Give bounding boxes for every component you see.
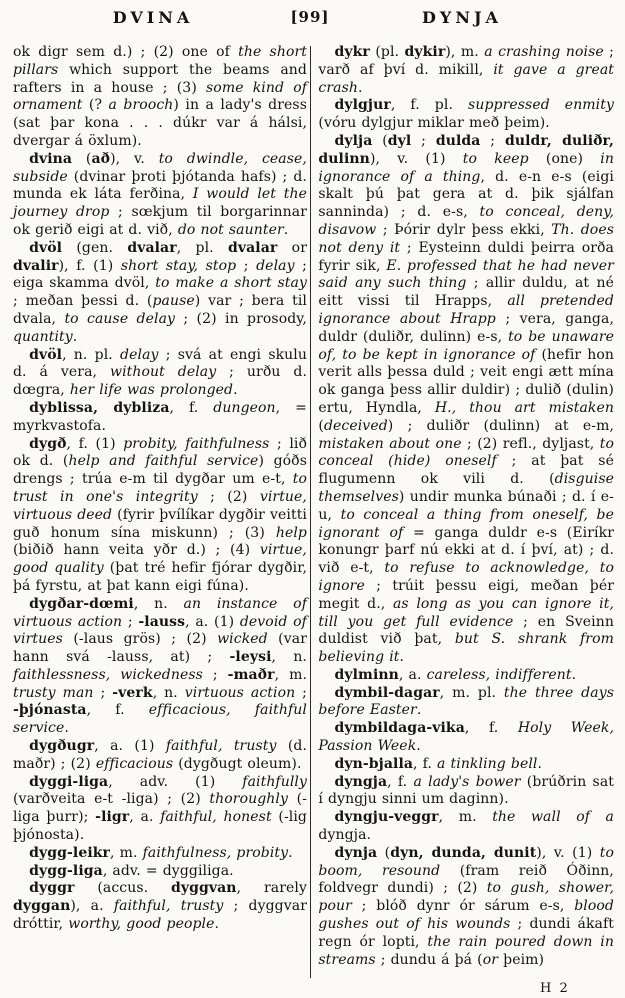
gloss-italic-text: virtuous action	[184, 684, 296, 701]
entry-roman-text: ; varð af því d. mikill,	[318, 44, 614, 78]
entry-roman-text: , a.	[398, 666, 427, 683]
headword-text: -ligr	[95, 809, 130, 826]
headword-text: duldr, duliðr, dulinn	[318, 132, 614, 167]
entry-roman-text: , m.	[438, 809, 493, 826]
entry-roman-text: (?	[82, 97, 109, 114]
entry-roman-text: (dvinar þroti þjótanda hafs) ; d. munda ek láta ferðina,	[13, 168, 307, 203]
entry-roman-text: (-lig þjónosta).	[13, 809, 307, 844]
entry-roman-text: ), a.	[70, 898, 114, 915]
entry-roman-text: ; meðan þessi d. (	[13, 293, 153, 310]
entry-roman-text: , n. pl.	[62, 346, 121, 363]
gloss-italic-text: to gush, shower, pour	[318, 880, 614, 915]
entry-roman-text: ) góðs drengs ; trúa e-m til dygðar um e-t,	[13, 453, 307, 488]
gloss-italic-text: the short pillars	[13, 44, 308, 78]
headword-text: dygðugr	[29, 738, 95, 755]
headword-text: dyn, dunda, dunit	[390, 844, 537, 861]
gloss-italic-text: to be unaware of, to be kept in ignorance of	[318, 328, 614, 363]
gloss-italic-text: to refuse to acknowledge, to ignore	[318, 560, 614, 594]
gloss-italic-text: as long as you can ignore it, till you get full evidence	[318, 595, 614, 630]
headword-text: dvöl	[29, 239, 63, 256]
entry-roman-text: (-laus grös) ; (2)	[62, 631, 218, 648]
gloss-italic-text: to keep	[462, 150, 529, 167]
entry-roman-text: ;	[122, 613, 139, 630]
gloss-italic-text: devoid of virtues	[13, 613, 307, 648]
headword-text: dylminn	[334, 666, 399, 683]
entry-roman-text: ; trúit þessu eigi, meðan þér megit d.,	[318, 577, 614, 612]
entry-roman-text: (	[372, 132, 388, 149]
headword-text: dvalar	[228, 239, 278, 256]
gloss-italic-text: but S. shrank from believing it	[318, 631, 614, 666]
headword-text: dyggan	[13, 898, 71, 915]
headword-text: dyggvan	[171, 880, 237, 897]
entry-roman-text: , adv. (1)	[108, 773, 243, 790]
entry-roman-text: ) var ; bera til dvala,	[13, 293, 307, 327]
entry-roman-text: ; svá at engi skulu d. á vera,	[13, 346, 307, 381]
entry-roman-text: , f.	[169, 399, 214, 416]
entry-roman-text: .	[399, 649, 405, 666]
entry-roman-text: ; dundi ákaft regn ór lopti,	[318, 916, 614, 950]
entry-roman-text: , = myrkvastofa.	[13, 399, 307, 434]
dictionary-entry-dyggi-liga	[13, 774, 307, 845]
gloss-italic-text: some kind of ornament	[13, 79, 307, 114]
entry-roman-text: ok digr sem d.) ; (2) one of	[13, 44, 239, 60]
headword-text: dylja	[334, 132, 373, 149]
entry-roman-text: þeim)	[498, 951, 545, 968]
dictionary-entry-dynja	[318, 845, 614, 970]
gloss-italic-text: faithful, honest	[160, 809, 272, 826]
gloss-italic-text: to conceal, deny, disavow	[318, 204, 614, 238]
gloss-italic-text: do not saunter	[177, 221, 284, 238]
entry-roman-text: ; at þat sé flugumenn ok vili d. (	[318, 453, 614, 488]
entry-roman-text: = ganga duldr e-s (Eiríkr konungr þarf nú ekki at d. í því, at) ; d. við e-t,	[318, 524, 614, 577]
headword-text: dulda	[435, 132, 481, 149]
entry-roman-text: ; Þórir dylr þess ekki,	[376, 221, 552, 238]
entry-roman-text: .	[357, 79, 363, 96]
entry-roman-text: (varðveita e-t -liga) ; (2)	[13, 791, 210, 808]
gloss-italic-text: to make a short stay	[155, 275, 307, 292]
entry-roman-text: .	[537, 755, 543, 772]
gloss-italic-text: to trust in one's integrity	[13, 471, 307, 505]
dictionary-entry-dylminn	[318, 667, 614, 685]
dictionary-entry-dvol-f	[13, 240, 307, 347]
entry-roman-text: ;	[202, 666, 228, 683]
entry-roman-text: (one)	[528, 150, 601, 167]
entry-roman-text: ; eiga skamma dvöl,	[13, 257, 307, 292]
gloss-italic-text: probity, faithfulness	[123, 435, 270, 452]
headword-text: dvalar	[127, 239, 177, 256]
dictionary-entry-dvina	[13, 151, 307, 240]
dictionary-entry-dygd	[13, 436, 307, 596]
dictionary-entry-continuation	[13, 44, 307, 151]
entry-roman-text: or	[277, 239, 307, 256]
entry-roman-text: (var hann svá -lauss, at) ;	[13, 631, 307, 666]
gloss-italic-text: a tinkling bell	[437, 755, 538, 772]
entry-roman-text: (pl.	[369, 44, 405, 60]
entry-roman-text: ; dyggvar dróttir,	[13, 898, 307, 933]
headword-text: dykr	[334, 44, 370, 60]
entry-roman-text: ; urðu d. dœgra,	[13, 364, 307, 399]
gloss-italic-text: careless, indifferent	[426, 666, 572, 683]
left-column	[13, 44, 307, 998]
headword-text: dygð	[29, 435, 67, 452]
entry-roman-text: , f.	[464, 720, 518, 737]
gloss-italic-text: without delay	[109, 364, 217, 381]
gloss-italic-text: Th. does not deny it	[318, 221, 614, 256]
headword-text: dyl	[387, 132, 412, 149]
entry-roman-text: , a.	[129, 809, 161, 826]
headword-text: dynja	[334, 844, 378, 861]
entry-roman-text: , m. pl.	[439, 684, 504, 701]
gloss-italic-text: to cause delay	[64, 310, 176, 327]
gloss-italic-text: wicked	[217, 631, 268, 648]
entry-roman-text: (	[318, 417, 324, 434]
entry-roman-text: (	[377, 844, 391, 861]
running-head	[0, 8, 625, 34]
headword-text: -maðr	[227, 666, 275, 683]
entry-roman-text: ; (2)	[197, 488, 260, 505]
entry-roman-text: .	[416, 738, 421, 755]
entry-roman-text: ;	[93, 684, 113, 701]
gloss-italic-text: delay	[120, 346, 159, 363]
entry-roman-text: ;	[236, 257, 257, 274]
gloss-italic-text: Holy Week, Passion Week	[318, 720, 614, 755]
dictionary-entry-dygg-liga	[13, 863, 307, 881]
entry-roman-text: , n.	[152, 684, 185, 701]
entry-roman-text: .	[64, 720, 69, 737]
dictionary-entry-dygdugr	[13, 738, 307, 774]
entry-roman-text: , f.	[387, 773, 414, 790]
gloss-italic-text: to boom, resound	[318, 844, 614, 879]
headword-text: dymbildaga-vika	[334, 720, 465, 737]
headword-text: dygg-liga	[29, 862, 103, 879]
entry-roman-text: , rarely	[236, 880, 307, 897]
entry-roman-text: , m.	[110, 844, 143, 861]
gloss-italic-text: worthy, good people	[68, 916, 215, 933]
page-number: [99]	[290, 8, 330, 26]
gloss-italic-text: deceived	[323, 417, 388, 434]
running-head-left-word: DVINA	[112, 8, 194, 27]
entry-roman-text: , m.	[274, 666, 307, 683]
entry-roman-text: ), v. (1)	[536, 844, 600, 861]
entry-roman-text: (gen.	[62, 239, 128, 256]
gloss-italic-text: E. professed that he had never said any such thing	[318, 257, 614, 292]
gloss-italic-text: the wall of a	[492, 809, 614, 826]
entry-roman-text: which support the beams and rafters in a house ; (3)	[13, 61, 307, 96]
entry-roman-text: .	[571, 666, 577, 683]
gloss-italic-text: efficacious, faithful service	[13, 702, 307, 737]
gloss-italic-text: trusty man	[13, 684, 94, 701]
dictionary-entry-dyngja	[318, 774, 614, 810]
gloss-italic-text: delay	[256, 257, 295, 274]
entry-roman-text: (brúðrin sat í dyngju sinni um daginn).	[318, 773, 615, 808]
entry-roman-text: ; sœkjum til borgarinnar ok gerið eigi at d. við,	[13, 204, 307, 238]
gloss-italic-text: to conceal (hide) oneself	[318, 435, 614, 470]
entry-roman-text: , f.	[86, 702, 149, 719]
headword-text: -þjónasta	[13, 702, 87, 719]
gloss-italic-text: help	[275, 524, 307, 541]
entry-roman-text: .	[416, 702, 422, 719]
dictionary-entry-dyblissa	[13, 400, 307, 436]
gloss-italic-text: a brooch	[108, 97, 174, 114]
headword-text: dyggi-liga	[29, 773, 109, 790]
gloss-italic-text: efficacious	[95, 755, 174, 772]
gloss-italic-text: virtue, good quality	[13, 542, 307, 577]
entry-roman-text: (hefir hon verit alls þessa duld ; veit engi ætt mína ok ganga þess allir duldir) ; dulið (dulin) ertu, Hyndla,	[318, 346, 614, 416]
gloss-italic-text: faithfully	[242, 773, 307, 790]
gloss-italic-text: short stay, stop	[120, 257, 237, 274]
gloss-italic-text: help and faithful service	[68, 453, 259, 470]
entry-roman-text: ;	[411, 132, 436, 149]
dictionary-entry-dymbildaga-vika	[318, 720, 614, 756]
entry-roman-text: (biðið hann veita yðr d.) ; (4)	[13, 542, 260, 559]
entry-roman-text: , adv. = dyggiliga.	[102, 862, 234, 879]
entry-roman-text: (d. maðr) ; (2)	[13, 738, 307, 772]
gloss-italic-text: faithlessness, wickedness	[13, 666, 203, 683]
column-divider-rule	[310, 46, 311, 978]
entry-roman-text: dyngja.	[318, 827, 372, 844]
gloss-italic-text: H., thou art mistaken	[434, 399, 614, 416]
headword-text: -lauss	[138, 613, 186, 630]
headword-text: dyggr	[29, 880, 75, 897]
gloss-italic-text: faithful, trusty	[113, 898, 224, 915]
dictionary-entry-dyn-bjalla	[318, 756, 614, 774]
entry-roman-text: ; lið ok d. (	[13, 435, 307, 470]
headword-text: dvina	[29, 150, 73, 167]
headword-text: dylgjur	[334, 97, 391, 114]
entry-roman-text: ; blóð dynr ór sárum e-s,	[351, 898, 575, 915]
gloss-italic-text: faithfulness, probity	[142, 844, 289, 861]
headword-text: dyn-bjalla	[334, 755, 414, 772]
entry-roman-text: , f.	[413, 755, 438, 772]
entry-roman-text: (fyrir þvílíkar dygðir veitti guð honum sína miskunn) ; (3)	[13, 506, 307, 541]
entry-roman-text: (fram reið Óðinn, foldvegr dundi) ; (2)	[318, 862, 614, 897]
entry-roman-text: , d. e-n e-s (eigi skalt þú þat gera at d. þik sjálfan sanninda) ; d. e-s,	[318, 168, 614, 221]
entry-roman-text: (	[72, 150, 92, 167]
entry-roman-text: (dygðugt oleum).	[173, 755, 302, 772]
entry-roman-text: ) in a lady's dress (sat þar kona . . . dúkr var á hálsi, dvergar á öxlum).	[13, 97, 307, 149]
entry-roman-text: (vóru dylgjur miklar með þeim).	[318, 115, 550, 132]
entry-roman-text: .	[233, 382, 238, 399]
headword-text: dygðar-dœmi	[29, 595, 134, 612]
entry-roman-text: .	[283, 221, 289, 238]
dictionary-entry-dygdar-doemi	[13, 596, 307, 738]
entry-roman-text: ; vera, ganga, duldr (duliðr, dulinn) e-s,	[318, 310, 614, 345]
entry-roman-text: ; (2) in prosody,	[175, 310, 307, 327]
gloss-italic-text: a crashing noise	[484, 44, 604, 60]
gloss-italic-text: mistaken about one	[318, 435, 462, 452]
entry-roman-text: , a. (1)	[185, 613, 240, 630]
headword-text: dygg-leikr	[29, 844, 111, 861]
gloss-italic-text: blood gushes out of his wounds	[318, 898, 614, 933]
gloss-italic-text: virtue, virtuous deed	[13, 488, 307, 523]
gloss-italic-text: to dwindle, cease, subside	[13, 150, 307, 185]
gloss-italic-text: or	[482, 951, 499, 968]
dictionary-entry-dylgjur	[318, 97, 614, 133]
headword-text: dyngju-veggr	[334, 809, 439, 826]
entry-roman-text: (þat tré hefir fjórar dygðir, þá fyrstu, at þat kann eigi fúna).	[13, 560, 307, 594]
entry-roman-text: ; (2) refl., dyljast,	[461, 435, 600, 452]
headword-text: dymbil-dagar	[334, 684, 440, 701]
entry-roman-text: , a. (1)	[94, 738, 166, 755]
entry-roman-text: , f. pl.	[390, 97, 469, 114]
entry-roman-text: .	[214, 916, 220, 933]
gloss-italic-text: thoroughly	[209, 791, 288, 808]
entry-roman-text: ; en Sveinn duldist við þat,	[318, 613, 614, 648]
headword-text: dvalir	[13, 257, 59, 274]
headword-text: -verk	[112, 684, 153, 701]
gloss-italic-text: to conceal a thing from oneself, be ignorant of	[318, 506, 615, 541]
dictionary-entry-dygg-leikr	[13, 845, 307, 863]
entry-roman-text: ; allir duldu, at né eitt vissi til Hrapps,	[318, 275, 614, 310]
entry-roman-text: ), f. (1)	[58, 257, 121, 274]
gloss-italic-text: all pretended ignorance about Hrapp	[318, 293, 614, 327]
dictionary-entry-dyngju-veggr	[318, 809, 614, 845]
dictionary-entry-dykr	[318, 44, 614, 97]
gloss-italic-text: quantity	[13, 328, 73, 345]
gloss-italic-text: the rain poured down in streams	[318, 933, 614, 968]
gloss-italic-text: an instance of virtuous action	[13, 595, 307, 630]
entry-roman-text: , n.	[133, 595, 184, 612]
gloss-italic-text: suppressed enmity	[468, 97, 614, 114]
headword-text: dykir	[404, 44, 446, 60]
gloss-italic-text: the three days before Easter	[318, 684, 614, 719]
right-column	[318, 44, 614, 998]
entry-roman-text: ; Eysteinn duldi þeirra orða fyrir sik,	[318, 239, 614, 274]
headword-text: dyblissa, dybliza	[29, 399, 170, 416]
printers-signature: H 2	[540, 981, 570, 996]
headword-text: dyngja	[334, 773, 388, 790]
entry-roman-text: , f. (1)	[66, 435, 124, 452]
gloss-italic-text: in ignorance of a thing	[318, 150, 614, 185]
entry-roman-text: ; dundu á þá (	[375, 951, 483, 968]
dictionary-entry-dylja	[318, 133, 614, 667]
entry-roman-text: (accus.	[74, 880, 171, 897]
gloss-italic-text: her life was prolonged	[69, 382, 234, 399]
entry-roman-text: ) undir munka búnaði ; d. í e-u,	[318, 488, 614, 523]
entry-roman-text: , n.	[271, 649, 307, 666]
entry-roman-text: (-liga þurr);	[13, 791, 307, 826]
entry-roman-text: .	[72, 328, 78, 345]
entry-roman-text: .	[288, 844, 293, 861]
entry-roman-text: ;	[480, 132, 505, 149]
headword-text: dvöl	[29, 346, 63, 363]
gloss-italic-text: faithful, trusty	[165, 738, 277, 755]
dictionary-entry-dvol-n	[13, 347, 307, 400]
gloss-italic-text: it gave a great crash	[318, 61, 614, 96]
gloss-italic-text: disguise themselves	[318, 471, 614, 505]
running-head-right-word: DYNJA	[422, 8, 502, 27]
entry-roman-text: ), m.	[445, 44, 485, 60]
entry-roman-text: ;	[295, 684, 307, 701]
headword-text: að	[91, 150, 111, 167]
entry-roman-text: ), v.	[110, 150, 159, 167]
gloss-italic-text: dungeon	[213, 399, 276, 416]
gloss-italic-text: pause	[152, 293, 195, 310]
page-body	[13, 44, 614, 998]
dictionary-entry-dymbil-dagar	[318, 685, 614, 721]
entry-roman-text: ) ; duliðr (dulinn) at e-m,	[387, 417, 614, 434]
dictionary-entry-dyggr	[13, 880, 307, 933]
entry-roman-text: ), v. (1)	[369, 150, 463, 167]
headword-text: -leysi	[229, 649, 272, 666]
gloss-italic-text: I would let the journey drop	[13, 186, 307, 221]
gloss-italic-text: a lady's bower	[413, 773, 521, 790]
entry-roman-text: , pl.	[176, 239, 229, 256]
